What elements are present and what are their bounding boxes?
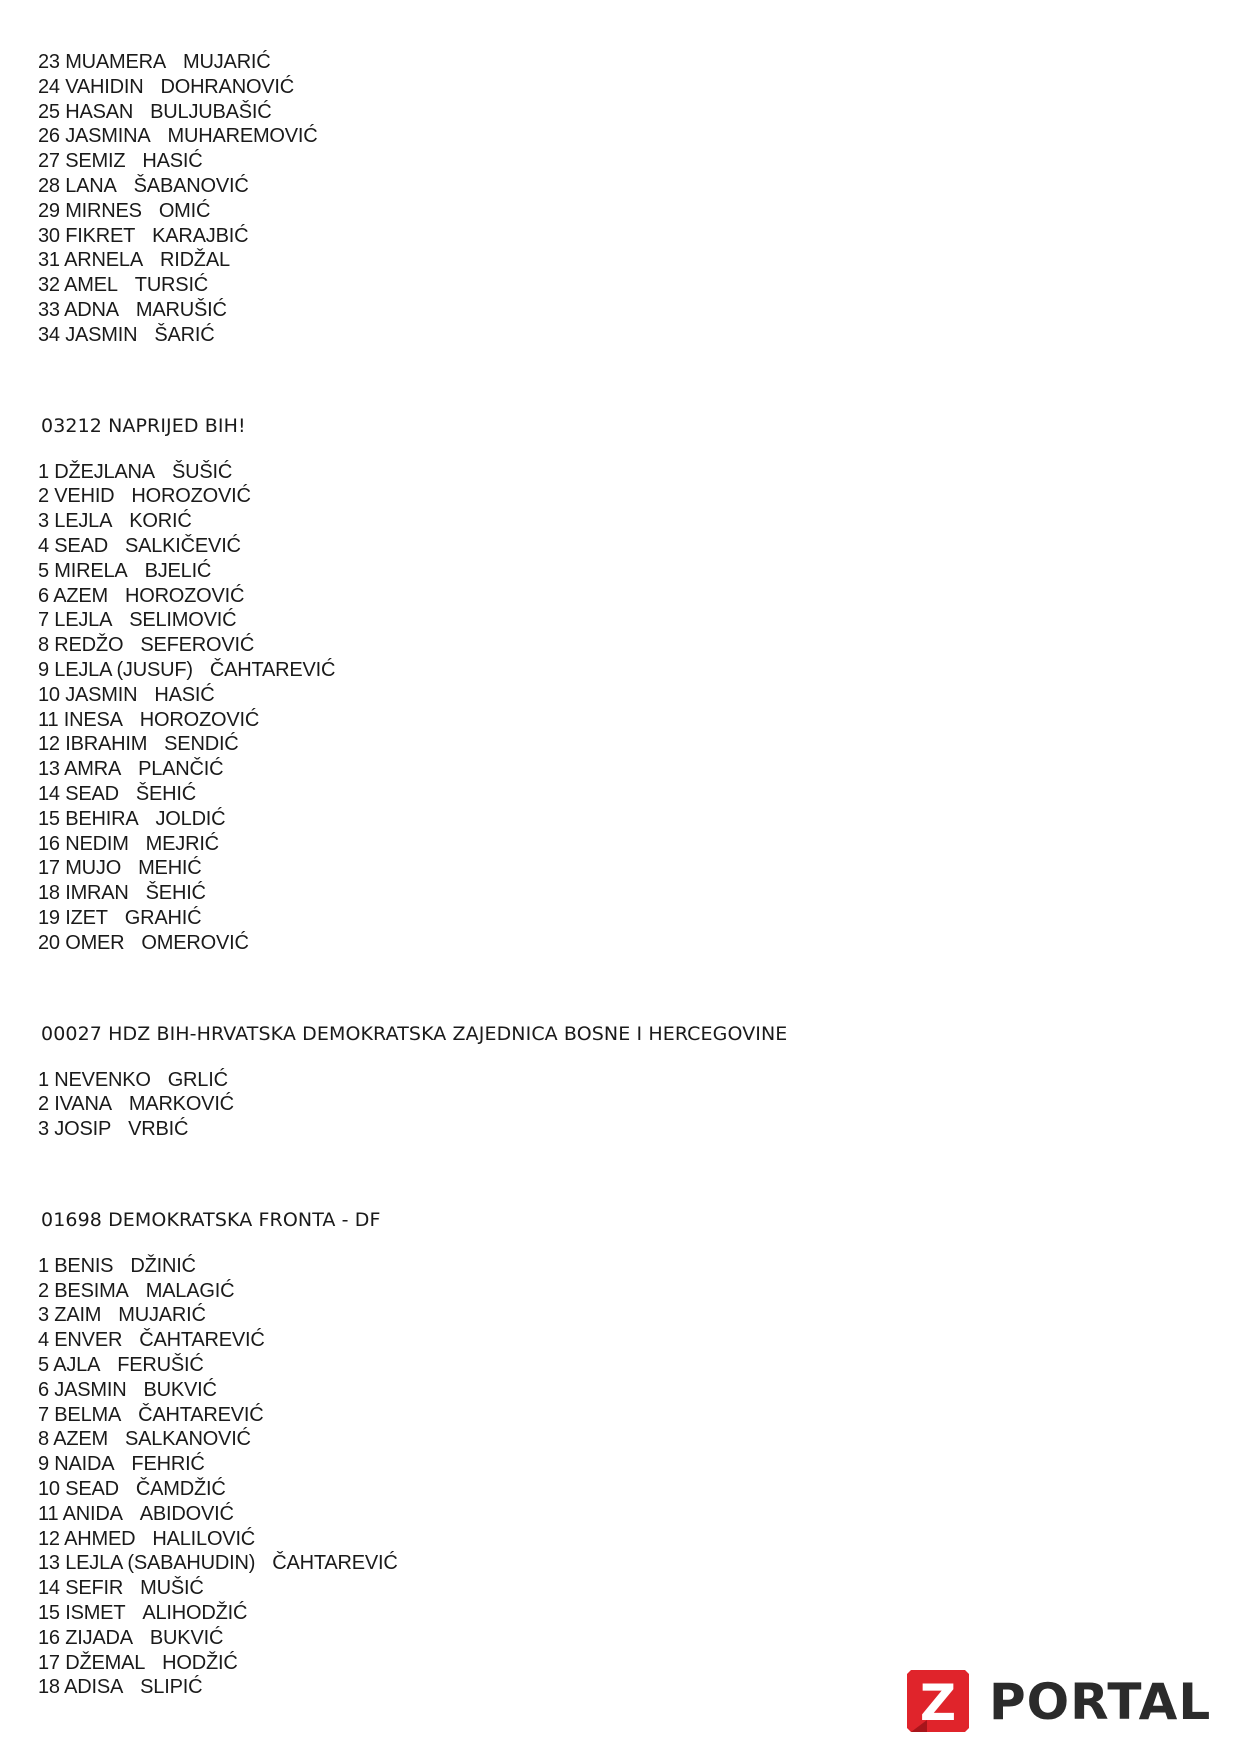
candidate-row	[38, 1527, 1198, 1552]
candidate-number: 12	[38, 1527, 60, 1550]
candidate-row	[38, 298, 1198, 323]
candidate-row	[38, 832, 1198, 857]
candidate-last-name: HALILOVIĆ	[152, 1527, 256, 1550]
candidate-number: 30	[38, 224, 60, 247]
candidate-last-name: MARUŠIĆ	[135, 298, 227, 321]
candidate-number: 2	[38, 1093, 49, 1116]
candidate-row	[38, 149, 1198, 174]
candidate-first-name: BESIMA	[54, 1279, 129, 1302]
candidate-list	[38, 50, 1198, 348]
candidate-first-name: MUAMERA	[65, 51, 167, 73]
candidate-first-name: IZET	[65, 906, 108, 929]
candidate-number: 26	[38, 125, 60, 148]
candidate-number: 14	[38, 782, 60, 805]
candidate-number: 1	[38, 1068, 49, 1091]
candidate-lists	[38, 50, 1198, 1700]
candidate-last-name: VRBIĆ	[128, 1118, 189, 1141]
candidate-last-name: HASIĆ	[142, 150, 203, 173]
section-spacer	[38, 956, 1198, 1022]
candidate-first-name: VAHIDIN	[65, 75, 144, 98]
candidate-last-name: SALKIČEVIĆ	[124, 534, 241, 557]
candidate-first-name: ANIDA	[62, 1502, 123, 1525]
candidate-number: 11	[38, 708, 59, 731]
candidate-row	[38, 931, 1198, 956]
candidate-number: 16	[38, 832, 60, 855]
candidate-first-name: BENIS	[54, 1254, 114, 1277]
candidate-last-name: HODŽIĆ	[162, 1651, 238, 1674]
candidate-row	[38, 534, 1198, 559]
candidate-number: 1	[38, 1254, 49, 1277]
candidate-number: 8	[38, 1428, 49, 1451]
candidate-last-name: ALIHODŽIĆ	[142, 1602, 248, 1625]
candidate-number: 34	[38, 323, 60, 346]
candidate-number: 6	[38, 1378, 49, 1401]
candidate-first-name: AMEL	[64, 274, 118, 297]
candidate-last-name: MEHIĆ	[138, 857, 202, 880]
candidate-first-name: DŽEJLANA	[54, 460, 155, 483]
candidate-first-name: HASAN	[65, 100, 134, 123]
candidate-number: 19	[38, 906, 60, 929]
candidate-row	[38, 273, 1198, 298]
candidate-first-name: DŽEMAL	[65, 1651, 146, 1674]
candidate-last-name: SENDIĆ	[164, 733, 239, 756]
candidate-number: 31	[38, 249, 60, 272]
candidate-number: 32	[38, 274, 60, 297]
candidate-last-name: MUHAREMOVIĆ	[167, 125, 318, 148]
candidate-number: 10	[38, 1478, 60, 1501]
candidate-row	[38, 460, 1198, 485]
candidate-number: 17	[38, 857, 60, 880]
candidate-number: 15	[38, 807, 60, 830]
candidate-row	[38, 1601, 1198, 1626]
candidate-row	[38, 174, 1198, 199]
candidate-last-name: ŠEHIĆ	[145, 882, 206, 905]
candidate-number: 27	[38, 150, 60, 173]
candidate-last-name: KORIĆ	[129, 510, 192, 533]
candidate-last-name: BUKVIĆ	[149, 1626, 224, 1649]
candidate-number: 15	[38, 1602, 60, 1625]
candidate-last-name: BUKVIĆ	[143, 1378, 217, 1401]
candidate-last-name: MUJARIĆ	[183, 51, 271, 73]
candidate-number: 25	[38, 100, 60, 123]
candidate-row	[38, 1427, 1198, 1452]
candidate-first-name: LEJLA	[54, 609, 113, 632]
candidate-row	[38, 856, 1198, 881]
candidate-first-name: ISMET	[65, 1602, 126, 1625]
candidate-first-name: MIRNES	[65, 199, 142, 222]
candidate-last-name: HOROZOVIĆ	[131, 485, 251, 508]
candidate-last-name: SELIMOVIĆ	[129, 609, 237, 632]
candidate-last-name: ŠABANOVIĆ	[133, 174, 249, 197]
portal-logo	[905, 1668, 1212, 1738]
candidate-row	[38, 683, 1198, 708]
candidate-first-name: JASMIN	[65, 323, 138, 346]
party-header: 01698 DEMOKRATSKA FRONTA - DF	[41, 1208, 381, 1231]
candidate-first-name: LEJLA (SABAHUDIN)	[65, 1552, 256, 1575]
candidate-row	[38, 323, 1198, 348]
candidate-number: 10	[38, 683, 60, 706]
candidate-number: 8	[38, 634, 49, 657]
candidate-last-name: DOHRANOVIĆ	[160, 75, 295, 98]
candidate-first-name: FIKRET	[65, 224, 136, 247]
candidate-number: 5	[38, 1354, 49, 1377]
candidate-number: 16	[38, 1626, 60, 1649]
candidate-number: 1	[38, 460, 49, 483]
candidate-first-name: ZIJADA	[65, 1626, 133, 1649]
candidate-first-name: OMER	[65, 931, 125, 954]
candidate-row	[38, 1626, 1198, 1651]
candidate-row	[38, 757, 1198, 782]
candidate-row	[38, 1092, 1198, 1117]
candidate-last-name: SLIPIĆ	[140, 1676, 203, 1699]
candidate-first-name: ZAIM	[54, 1304, 102, 1327]
candidate-number: 11	[38, 1502, 59, 1525]
candidate-row	[38, 100, 1198, 125]
candidate-row	[38, 224, 1198, 249]
candidate-first-name: AMRA	[64, 758, 122, 781]
candidate-list	[38, 1254, 1198, 1700]
candidate-first-name: NEDIM	[65, 832, 129, 855]
candidate-number: 3	[38, 510, 49, 533]
candidate-first-name: INESA	[63, 708, 123, 731]
candidate-number: 7	[38, 609, 49, 632]
candidate-last-name: FERUŠIĆ	[117, 1354, 204, 1377]
logo-text: PORTAL	[989, 1673, 1212, 1731]
candidate-first-name: MUJO	[65, 857, 122, 880]
candidate-first-name: JASMIN	[54, 1378, 127, 1401]
candidate-last-name: DŽINIĆ	[130, 1254, 196, 1277]
candidate-last-name: PLANČIĆ	[138, 758, 224, 781]
candidate-first-name: NEVENKO	[54, 1068, 151, 1091]
candidate-number: 29	[38, 199, 60, 222]
logo-mark-letter: Z	[919, 1674, 957, 1732]
party-header: 03212 NAPRIJED BIH!	[41, 414, 246, 437]
candidate-last-name: ČAHTAREVIĆ	[209, 658, 336, 681]
candidate-number: 6	[38, 584, 49, 607]
candidate-row	[38, 1452, 1198, 1477]
candidate-first-name: SEFIR	[65, 1577, 124, 1600]
candidate-first-name: BEHIRA	[65, 807, 139, 830]
candidate-first-name: AZEM	[53, 584, 108, 607]
candidate-first-name: JASMIN	[65, 683, 138, 706]
candidate-row	[38, 782, 1198, 807]
candidate-number: 3	[38, 1118, 49, 1141]
candidate-last-name: MEJRIĆ	[145, 832, 219, 855]
candidate-row	[38, 248, 1198, 273]
candidate-number: 3	[38, 1304, 49, 1327]
candidate-last-name: SALKANOVIĆ	[124, 1428, 251, 1451]
candidate-last-name: MARKOVIĆ	[128, 1093, 234, 1116]
candidate-row	[38, 1068, 1198, 1093]
candidate-number: 20	[38, 931, 60, 954]
candidate-row	[38, 906, 1198, 931]
candidate-first-name: AJLA	[53, 1354, 101, 1377]
header-spacer	[38, 1232, 1198, 1254]
candidate-row	[38, 124, 1198, 149]
candidate-first-name: ADNA	[64, 298, 119, 321]
candidate-last-name: ČAHTAREVIĆ	[272, 1552, 398, 1575]
candidate-row	[38, 708, 1198, 733]
candidate-number: 33	[38, 298, 60, 321]
candidate-first-name: BELMA	[54, 1403, 122, 1426]
candidate-last-name: FEHRIĆ	[131, 1453, 205, 1476]
candidate-last-name: KARAJBIĆ	[152, 224, 249, 247]
candidate-row	[38, 1378, 1198, 1403]
candidate-last-name: ČAHTAREVIĆ	[138, 1403, 264, 1426]
candidate-last-name: ŠARIĆ	[154, 323, 215, 346]
candidate-first-name: SEMIZ	[65, 150, 126, 173]
candidate-number: 24	[38, 75, 60, 98]
candidate-first-name: LANA	[65, 174, 117, 197]
candidate-first-name: IVANA	[54, 1093, 112, 1116]
candidate-first-name: ENVER	[54, 1329, 123, 1352]
candidate-first-name: SEAD	[54, 534, 108, 557]
candidate-row	[38, 807, 1198, 832]
candidate-number: 7	[38, 1403, 49, 1426]
candidate-number: 9	[38, 658, 49, 681]
candidate-last-name: RIDŽAL	[159, 249, 230, 272]
candidate-number: 18	[38, 882, 60, 905]
candidate-number: 28	[38, 174, 60, 197]
candidate-last-name: HOROZOVIĆ	[139, 708, 260, 731]
candidate-first-name: SEAD	[65, 1478, 119, 1501]
candidate-row	[38, 484, 1198, 509]
candidate-number: 18	[38, 1676, 60, 1699]
candidate-row	[38, 1303, 1198, 1328]
candidate-first-name: REDŽO	[54, 634, 124, 657]
candidate-last-name: ŠEHIĆ	[135, 782, 197, 805]
candidate-row	[38, 1328, 1198, 1353]
section-spacer	[38, 348, 1198, 414]
candidate-last-name: HOROZOVIĆ	[124, 584, 245, 607]
candidate-last-name: HASIĆ	[154, 683, 215, 706]
candidate-row	[38, 509, 1198, 534]
candidate-last-name: BULJUBAŠIĆ	[150, 100, 272, 123]
candidate-row	[38, 1551, 1198, 1576]
candidate-first-name: ADISA	[64, 1676, 124, 1699]
candidate-list	[38, 460, 1198, 956]
candidate-last-name: OMIĆ	[158, 199, 211, 222]
candidate-first-name: AHMED	[64, 1527, 136, 1550]
candidate-number: 4	[38, 1329, 49, 1352]
candidate-number: 2	[38, 485, 49, 508]
candidate-last-name: MUŠIĆ	[140, 1577, 204, 1600]
candidate-row	[38, 584, 1198, 609]
candidate-last-name: ABIDOVIĆ	[139, 1502, 234, 1525]
candidate-number: 4	[38, 534, 49, 557]
candidate-last-name: TURSIĆ	[134, 274, 209, 297]
candidate-number: 9	[38, 1453, 49, 1476]
candidate-last-name: GRAHIĆ	[124, 906, 202, 929]
candidate-number: 17	[38, 1651, 60, 1674]
candidate-last-name: ČAHTAREVIĆ	[139, 1329, 265, 1352]
candidate-first-name: LEJLA	[54, 510, 113, 533]
candidate-row	[38, 1117, 1198, 1142]
candidate-number: 5	[38, 559, 49, 582]
candidate-first-name: VEHID	[54, 485, 115, 508]
candidate-first-name: MIRELA	[54, 559, 128, 582]
candidate-last-name: ŠUŠIĆ	[171, 460, 233, 483]
candidate-last-name: GRLIĆ	[167, 1068, 228, 1091]
header-spacer	[38, 1046, 1198, 1068]
header-spacer	[38, 438, 1198, 460]
candidate-row	[38, 50, 1198, 75]
candidate-first-name: IMRAN	[65, 882, 129, 905]
candidate-number: 13	[38, 1552, 60, 1575]
candidate-first-name: JOSIP	[54, 1118, 112, 1141]
candidate-last-name: JOLDIĆ	[155, 807, 226, 830]
candidate-row	[38, 608, 1198, 633]
candidate-list	[38, 1068, 1198, 1142]
candidate-first-name: LEJLA (JUSUF)	[54, 658, 193, 681]
candidate-row	[38, 633, 1198, 658]
section-spacer	[38, 1142, 1198, 1208]
candidate-number: 12	[38, 733, 60, 756]
candidate-row	[38, 1477, 1198, 1502]
candidate-number: 14	[38, 1577, 60, 1600]
candidate-first-name: ARNELA	[64, 249, 143, 272]
candidate-first-name: NAIDA	[54, 1453, 115, 1476]
candidate-row	[38, 658, 1198, 683]
candidate-last-name: MUJARIĆ	[118, 1304, 206, 1327]
candidate-row	[38, 1353, 1198, 1378]
candidate-first-name: SEAD	[65, 782, 119, 805]
candidate-row	[38, 732, 1198, 757]
candidate-last-name: SEFEROVIĆ	[140, 634, 255, 657]
candidate-row	[38, 199, 1198, 224]
candidate-last-name: ČAMDŽIĆ	[135, 1478, 226, 1501]
candidate-number: 2	[38, 1279, 49, 1302]
candidate-last-name: OMEROVIĆ	[141, 931, 249, 954]
candidate-first-name: JASMINA	[65, 125, 151, 148]
candidate-row	[38, 1254, 1198, 1279]
candidate-row	[38, 881, 1198, 906]
candidate-last-name: BJELIĆ	[144, 559, 212, 582]
z-logo-icon	[905, 1668, 971, 1734]
candidate-row	[38, 1502, 1198, 1527]
candidate-number: 23	[38, 51, 60, 73]
party-header: 00027 HDZ BIH-HRVATSKA DEMOKRATSKA ZAJEDNICA BOSNE I HERCEGOVINE	[41, 1022, 788, 1045]
candidate-row	[38, 1576, 1198, 1601]
candidate-last-name: MALAGIĆ	[145, 1279, 235, 1302]
candidate-row	[38, 1403, 1198, 1428]
candidate-first-name: IBRAHIM	[65, 733, 148, 756]
candidate-number: 13	[38, 758, 60, 781]
candidate-row	[38, 1279, 1198, 1304]
document-page	[38, 50, 1198, 1700]
candidate-row	[38, 559, 1198, 584]
candidate-first-name: AZEM	[53, 1428, 108, 1451]
candidate-row	[38, 75, 1198, 100]
